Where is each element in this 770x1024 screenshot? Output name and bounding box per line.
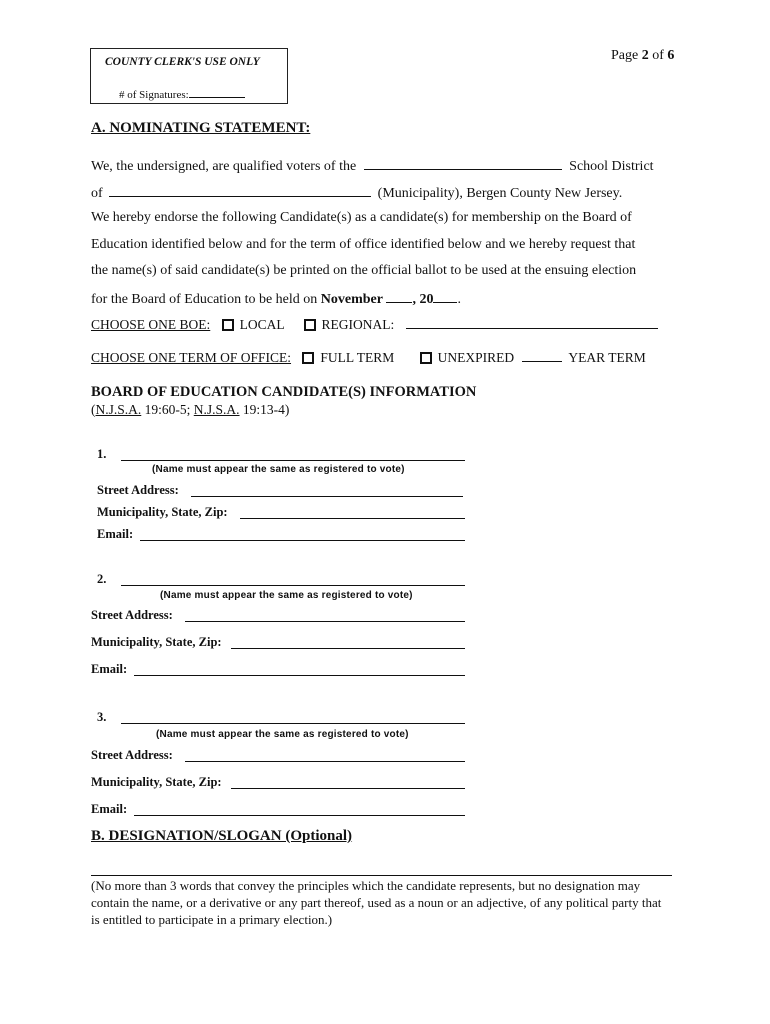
- candidate-2-municipality-field[interactable]: [231, 648, 465, 649]
- regional-name-field[interactable]: [406, 316, 658, 329]
- election-day-field[interactable]: [386, 290, 412, 303]
- candidate-3-name-field[interactable]: [121, 723, 465, 724]
- full-term-checkbox[interactable]: [302, 352, 314, 364]
- candidate-1-number: 1.: [97, 447, 107, 461]
- candidate-3-name-note: (Name must appear the same as registered to vote): [156, 729, 409, 740]
- unexpired-term-checkbox[interactable]: [420, 352, 432, 364]
- candidate-2-street-field[interactable]: [185, 621, 465, 622]
- candidate-2-municipality-label: Municipality, State, Zip:: [91, 635, 222, 649]
- page-number: Page 2 of 6: [611, 48, 675, 63]
- statement-line-2: of (Municipality), Bergen County New Jersey.: [91, 186, 623, 201]
- slogan-field[interactable]: [91, 875, 672, 876]
- candidate-2-email-label: Email:: [91, 662, 128, 676]
- municipality-field[interactable]: [109, 184, 371, 197]
- section-a-heading: A. NOMINATING STATEMENT:: [91, 120, 311, 136]
- candidate-3-street-field[interactable]: [185, 761, 465, 762]
- signatures-count-label: # of Signatures:: [119, 85, 245, 101]
- term-choice-label: CHOOSE ONE TERM OF OFFICE:: [91, 350, 292, 365]
- candidate-3-number: 3.: [97, 710, 107, 724]
- boe-local-checkbox[interactable]: [222, 319, 234, 331]
- candidate-2-name-note: (Name must appear the same as registered to vote): [160, 590, 413, 601]
- candidate-1-email-field[interactable]: [140, 540, 465, 541]
- statement-line-6: for the Board of Education to be held on November , 20 .: [91, 292, 461, 307]
- candidate-1-municipality-label: Municipality, State, Zip:: [97, 505, 228, 519]
- signatures-count-field[interactable]: [189, 85, 245, 98]
- candidate-3-municipality-field[interactable]: [231, 788, 465, 789]
- boe-regional-checkbox[interactable]: [304, 319, 316, 331]
- clerk-box-title: COUNTY CLERK'S USE ONLY: [105, 56, 260, 68]
- statute-reference: (N.J.S.A. 19:60-5; N.J.S.A. 19:13-4): [91, 402, 290, 417]
- candidate-2-number: 2.: [97, 572, 107, 586]
- candidate-2-name-field[interactable]: [121, 585, 465, 586]
- unexpired-years-field[interactable]: [522, 349, 562, 362]
- candidate-2-email-field[interactable]: [134, 675, 465, 676]
- candidate-1-name-field[interactable]: [121, 460, 465, 461]
- candidate-1-street-field[interactable]: [191, 496, 463, 497]
- boe-choice-label: CHOOSE ONE BOE:: [91, 317, 211, 332]
- county-clerk-box: [90, 48, 288, 104]
- election-year-field[interactable]: [433, 290, 457, 303]
- statement-line-3: We hereby endorse the following Candidate(s) as a candidate(s) for membership on the Board of: [91, 210, 632, 225]
- statement-line-1: We, the undersigned, are qualified voters of the School District: [91, 159, 654, 174]
- candidate-3-street-label: Street Address:: [91, 748, 173, 762]
- candidate-info-heading: BOARD OF EDUCATION CANDIDATE(S) INFORMATION: [91, 384, 477, 400]
- school-district-field[interactable]: [364, 157, 562, 170]
- candidate-3-email-field[interactable]: [134, 815, 465, 816]
- candidate-2-street-label: Street Address:: [91, 608, 173, 622]
- candidate-3-email-label: Email:: [91, 802, 128, 816]
- statement-line-5: the name(s) of said candidate(s) be printed on the official ballot to be used at the ensuing election: [91, 263, 637, 278]
- statement-line-4: Education identified below and for the term of office identified below and we hereby request that: [91, 237, 636, 252]
- candidate-1-email-label: Email:: [97, 527, 134, 541]
- candidate-3-municipality-label: Municipality, State, Zip:: [91, 775, 222, 789]
- candidate-1-municipality-field[interactable]: [240, 518, 465, 519]
- candidate-1-street-label: Street Address:: [97, 483, 179, 497]
- boe-choice-row: CHOOSE ONE BOE: LOCAL REGIONAL:: [91, 316, 658, 333]
- candidate-1-name-note: (Name must appear the same as registered to vote): [152, 464, 405, 475]
- section-b-heading: B. DESIGNATION/SLOGAN (Optional): [91, 828, 353, 844]
- slogan-note: (No more than 3 words that convey the principles which the candidate represents, but no designation may contain the name, or a derivative or any part thereof, used as a noun or an adjective, of any political party that is entitled to participate in a primary election.): [91, 878, 662, 927]
- term-choice-row: CHOOSE ONE TERM OF OFFICE: FULL TERM UNEXPIRED YEAR TERM: [91, 350, 646, 365]
